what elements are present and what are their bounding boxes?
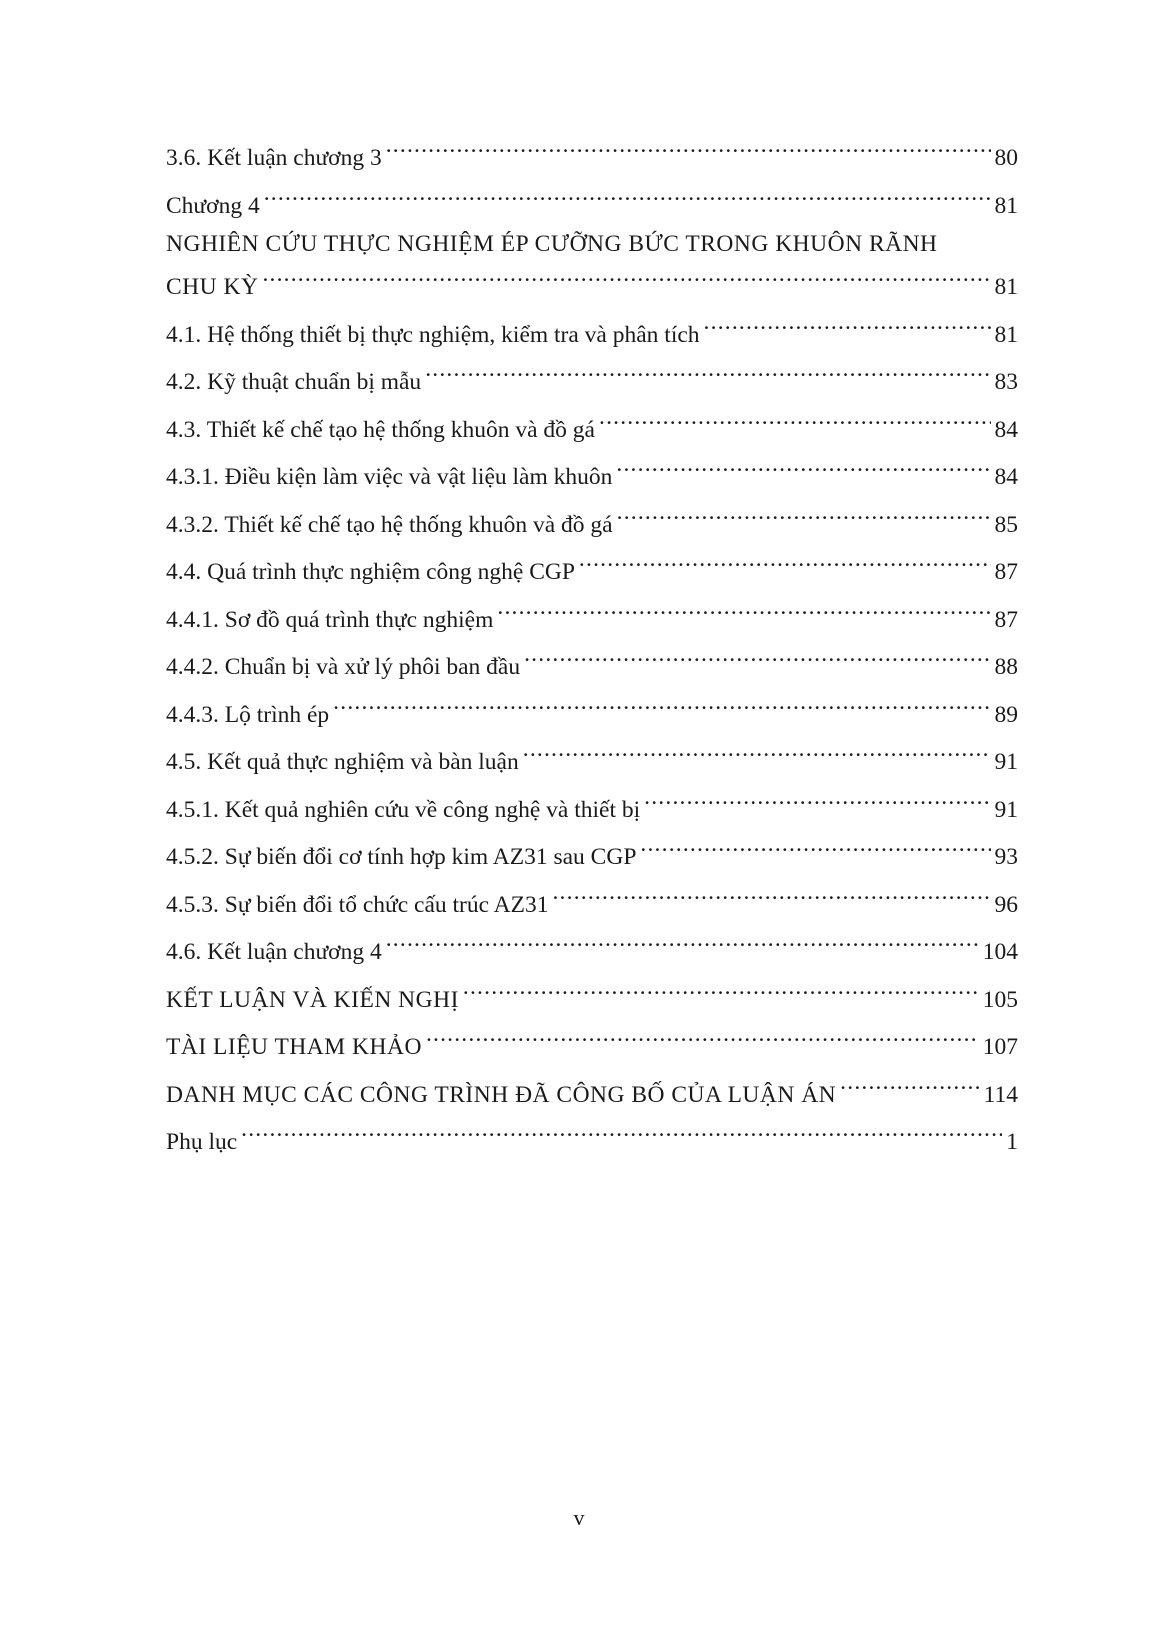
toc-entry[interactable] — [166, 548, 1018, 596]
dot-leader — [616, 453, 990, 484]
dot-leader — [599, 406, 991, 437]
toc-entry[interactable] — [166, 691, 1018, 739]
toc-entry-page: 105 — [982, 986, 1018, 1013]
dot-leader — [523, 738, 991, 769]
toc-entry-page: 80 — [994, 145, 1018, 171]
dot-leader — [840, 1071, 979, 1102]
toc-entry[interactable] — [166, 596, 1018, 644]
dot-leader — [617, 501, 991, 532]
toc-entry[interactable] — [166, 833, 1018, 881]
toc-entry[interactable] — [166, 1023, 1018, 1071]
toc-entry-title: 4.3.2. Thiết kế chế tạo hệ thống khuôn và đồ gá — [166, 511, 613, 538]
toc-entry-page: 107 — [982, 1034, 1018, 1060]
toc-entry-title: DANH MỤC CÁC CÔNG TRÌNH ĐÃ CÔNG BỐ CỦA LUẬN ÁN — [166, 1081, 837, 1108]
toc-entry[interactable] — [166, 453, 1018, 501]
toc-entry[interactable] — [166, 501, 1018, 549]
dot-leader — [333, 691, 990, 722]
dot-leader — [524, 643, 990, 674]
toc-entry-page: 1 — [1006, 1129, 1018, 1155]
toc-entry-page: 104 — [982, 939, 1018, 965]
toc-entry-page: 85 — [994, 511, 1018, 538]
toc-entry-page: 96 — [994, 891, 1018, 918]
toc-entry[interactable] — [166, 643, 1018, 691]
toc-entry-title: 4.3. Thiết kế chế tạo hệ thống khuôn và đồ gá — [166, 416, 595, 443]
dot-leader — [644, 786, 990, 817]
toc-entry-title: 4.4. Quá trình thực nghiệm công nghệ CGP — [166, 559, 575, 585]
toc-entry-page: 81 — [994, 321, 1018, 348]
toc-entry-page: 93 — [994, 844, 1018, 870]
toc-entry-title: 4.5.3. Sự biến đổi tổ chức cấu trúc AZ31 — [166, 891, 549, 918]
toc-entry-page: 87 — [994, 559, 1018, 585]
toc-entry[interactable] — [166, 406, 1018, 454]
toc-entry-title: Phụ lục — [166, 1129, 238, 1155]
chapter-heading-text-cont: CHU KỲ — [166, 274, 259, 300]
toc-entry-page: 89 — [994, 701, 1018, 728]
toc-entry-title: TÀI LIỆU THAM KHẢO — [166, 1034, 422, 1060]
toc-entry-title: 4.2. Kỹ thuật chuẩn bị mẫu — [166, 369, 422, 395]
toc-entry-title: 4.1. Hệ thống thiết bị thực nghiệm, kiểm tra và phân tích — [166, 321, 700, 348]
dot-leader — [704, 311, 991, 342]
toc-entry-page: 84 — [994, 416, 1018, 443]
toc-entry-title: 4.6. Kết luận chương 4 — [166, 939, 382, 965]
dot-leader — [425, 358, 990, 389]
toc-entry-title: 3.6. Kết luận chương 3 — [166, 145, 382, 171]
toc-entry-page: 84 — [994, 464, 1018, 490]
toc-entry[interactable] — [166, 786, 1018, 834]
page-number-footer: v — [573, 1505, 585, 1530]
table-of-contents — [166, 134, 1018, 1166]
dot-leader — [264, 182, 991, 213]
toc-entry[interactable] — [166, 1071, 1018, 1119]
dot-leader — [386, 928, 979, 959]
dot-leader — [640, 833, 990, 864]
toc-entry-page: 81 — [994, 274, 1018, 300]
toc-entry[interactable] — [166, 738, 1018, 786]
toc-entry-title: 4.4.1. Sơ đồ quá trình thực nghiệm — [166, 606, 494, 633]
toc-entry-page: 87 — [994, 606, 1018, 633]
chapter-heading-line-2[interactable] — [166, 263, 1018, 311]
toc-entry-title: 4.5. Kết quả thực nghiệm và bàn luận — [166, 749, 519, 775]
dot-leader — [552, 881, 990, 912]
toc-entry-title: Chương 4 — [166, 192, 260, 219]
toc-entry-page: 81 — [994, 192, 1018, 219]
chapter-heading-line-1[interactable] — [166, 229, 1018, 260]
toc-entry-page: 91 — [994, 749, 1018, 775]
toc-entry[interactable] — [166, 311, 1018, 359]
dot-leader — [386, 134, 991, 165]
dot-leader — [426, 1023, 979, 1054]
toc-entry[interactable] — [166, 976, 1018, 1024]
toc-entry[interactable] — [166, 182, 1018, 230]
dot-leader — [579, 548, 991, 579]
dot-leader — [497, 596, 990, 627]
toc-entry[interactable] — [166, 358, 1018, 406]
toc-entry-title: 4.4.3. Lộ trình ép — [166, 701, 330, 728]
dot-leader — [262, 263, 990, 294]
toc-entry[interactable] — [166, 928, 1018, 976]
toc-entry-title: 4.4.2. Chuẩn bị và xử lý phôi ban đầu — [166, 654, 521, 680]
toc-entry-page: 83 — [994, 369, 1018, 395]
toc-entry[interactable] — [166, 1118, 1018, 1166]
toc-entry-title: KẾT LUẬN VÀ KIẾN NGHỊ — [166, 986, 459, 1013]
toc-entry-page: 91 — [994, 796, 1018, 823]
toc-entry[interactable] — [166, 134, 1018, 182]
dot-leader — [241, 1118, 1002, 1149]
toc-entry-title: 4.3.1. Điều kiện làm việc và vật liệu làm khuôn — [166, 464, 613, 490]
toc-entry-page: 88 — [994, 654, 1018, 680]
dot-leader — [463, 976, 979, 1007]
toc-entry-page: 114 — [983, 1081, 1018, 1108]
toc-entry-title: 4.5.2. Sự biến đổi cơ tính hợp kim AZ31 sau CGP — [166, 844, 637, 870]
toc-entry-title: 4.5.1. Kết quả nghiên cứu về công nghệ và thiết bị — [166, 796, 641, 823]
chapter-heading-text: NGHIÊN CỨU THỰC NGHIỆM ÉP CƯỠNG BỨC TRONG KHUÔN RÃNH — [166, 231, 938, 257]
toc-entry[interactable] — [166, 881, 1018, 929]
